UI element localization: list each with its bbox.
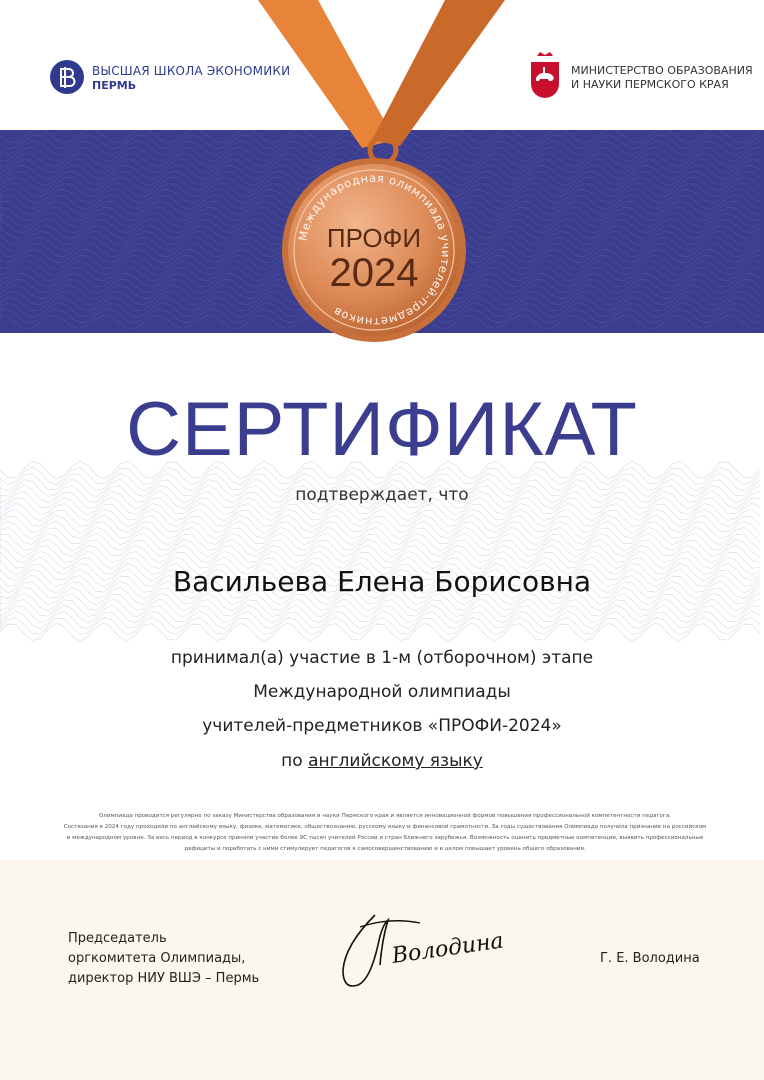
ministry-name-line1: МИНИСТЕРСТВО ОБРАЗОВАНИЯ xyxy=(571,64,753,77)
subject-name: английскому языку xyxy=(308,751,483,771)
participation-line2: Международной олимпиады xyxy=(253,682,511,702)
small-print-line3: и международном уровне. За весь период в конкурсе приняли участие более 9С тысяч учителей России и стран ближнего зарубежья. Возможность оценить предметные компетенции, выявить профессиональные xyxy=(66,835,704,841)
small-print-line4: дефициты и поработать с ними стимулирует педагогов к самосовершенствованию и в целом повышает уровень общего образования. xyxy=(184,846,586,852)
participation-line3: учителей-предметников «ПРОФИ-2024» xyxy=(202,716,562,736)
ministry-name-line2: И НАУКИ ПЕРМСКОГО КРАЯ xyxy=(571,78,729,91)
signer-name: Г. Е. Володина xyxy=(600,951,700,966)
subject-prefix: по xyxy=(281,751,303,771)
perm-coat-of-arms-icon xyxy=(528,50,562,100)
certificate-title: СЕРТИФИКАТ xyxy=(126,387,638,472)
hse-logo-icon xyxy=(50,60,84,94)
participation-line1: принимал(а) участие в 1-м (отборочном) этапе xyxy=(170,648,594,668)
recipient-name: Васильева Елена Борисовна xyxy=(172,565,592,598)
handwritten-signature xyxy=(335,905,535,995)
small-print-line2: Состязания в 2024 году проходили по английскому языку, физике, математике, обществознанию, русскому языку и финансовой грамотности. За годы существования Олимпиада получила признание на российском xyxy=(63,824,707,830)
confirms-text: подтверждает, что xyxy=(295,485,469,505)
subject-line xyxy=(0,751,764,771)
medal-year: 2024 xyxy=(329,251,419,295)
medal-title: ПРОФИ xyxy=(326,223,422,253)
small-print-line1: Олимпиада проводится регулярно по заказу Министерства образования и науки Пермского края и является инновационной формой повышения профессиональной компетентности педагога. xyxy=(98,813,672,819)
hse-name: ВЫСШАЯ ШКОЛА ЭКОНОМИКИ xyxy=(92,64,291,78)
chair-position-line2: оргкомитета Олимпиады, xyxy=(68,951,246,966)
chair-position-line1: Председатель xyxy=(68,931,167,946)
medal-arc-text: Международная олимпиада учителей-предметников xyxy=(295,170,454,330)
chair-position-line3: директор НИУ ВШЭ – Пермь xyxy=(68,971,260,986)
svg-text:Володина: Володина xyxy=(390,928,506,969)
hse-city: ПЕРМЬ xyxy=(92,79,137,92)
